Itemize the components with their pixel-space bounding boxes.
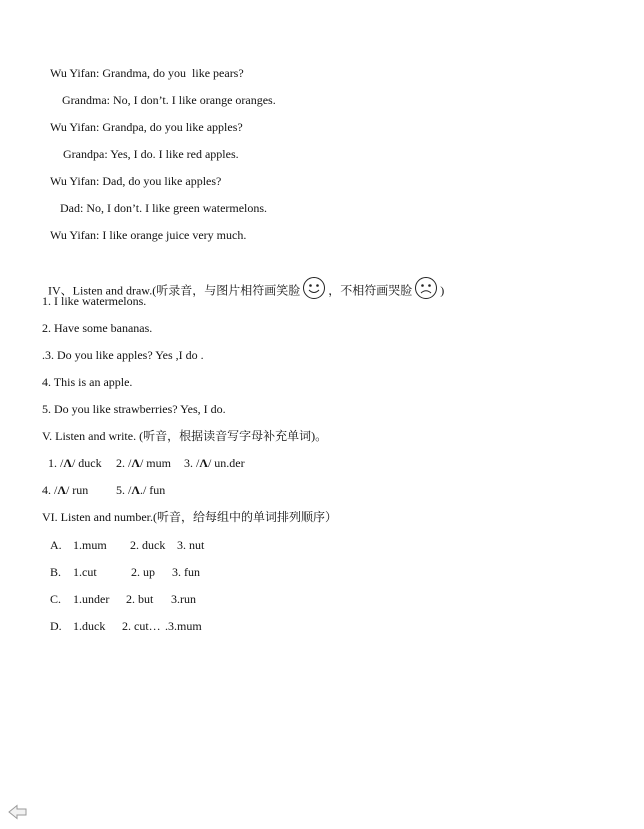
phonics-item: 3. /Λ/ un.der: [184, 456, 245, 470]
listen-draw-item: 1. I like watermelons.: [42, 294, 147, 308]
dialogue-line: Wu Yifan: Dad, do you like apples?: [50, 174, 222, 188]
section-6-heading: VI. Listen and number.(听音，给每组中的单词排列顺序）: [42, 510, 337, 524]
phonics-item: 5. /Λ./ fun: [116, 483, 166, 497]
dialogue-line: Grandma: No, I don’t. I like orange oranges.: [62, 93, 276, 107]
group-word: 2. but: [126, 592, 154, 606]
listen-draw-item: 2. Have some bananas.: [42, 321, 153, 335]
listen-draw-item: 5. Do you like strawberries? Yes, I do.: [42, 402, 226, 416]
listen-draw-item: .3. Do you like apples? Yes ,I do .: [42, 348, 204, 362]
phonics-item: 1. /Λ/ duck: [48, 456, 102, 470]
group-word: 2. up: [131, 565, 155, 579]
section-5-heading: V. Listen and write. (听音，根据读音写字母补充单词)。: [42, 429, 328, 443]
phonics-item: 4. /Λ/ run: [42, 483, 89, 497]
group-letter: A.: [50, 538, 62, 552]
group-word: 1.duck: [73, 619, 106, 633]
group-word: 1.under: [73, 592, 110, 606]
dialogue-line: Dad: No, I don’t. I like green watermelons.: [60, 201, 268, 215]
dialogue-line: Wu Yifan: Grandma, do you like pears?: [50, 66, 244, 80]
group-word: 3. nut: [177, 538, 205, 552]
group-word: 2. cut…: [122, 619, 161, 633]
group-word: .3.mum: [165, 619, 202, 633]
dialogue-line: Wu Yifan: Grandpa, do you like apples?: [50, 120, 243, 134]
listen-draw-item: 4. This is an apple.: [42, 375, 133, 389]
section-4-heading-text: IV、Listen and draw.(听录音，与图片相符画笑脸: [48, 283, 301, 298]
group-letter: C.: [50, 592, 62, 606]
group-letter: B.: [50, 565, 62, 579]
group-word: 1.cut: [73, 565, 97, 579]
group-word: 1.mum: [73, 538, 107, 552]
group-word: 3.run: [171, 592, 196, 606]
group-word: 2. duck: [130, 538, 166, 552]
section-4-heading-text: ，不相符画哭脸: [328, 283, 413, 298]
dialogue-line: Wu Yifan: I like orange juice very much.: [50, 228, 247, 242]
smiley-face-icon: [302, 276, 326, 307]
back-arrow-icon[interactable]: [8, 804, 28, 824]
dialogue-line: Grandpa: Yes, I do. I like red apples.: [63, 147, 239, 161]
group-word: 3. fun: [172, 565, 200, 579]
sad-face-icon: [414, 276, 438, 307]
group-letter: D.: [50, 619, 62, 633]
section-4-heading-text: ): [440, 283, 445, 298]
phonics-item: 2. /Λ/ mum: [116, 456, 171, 470]
